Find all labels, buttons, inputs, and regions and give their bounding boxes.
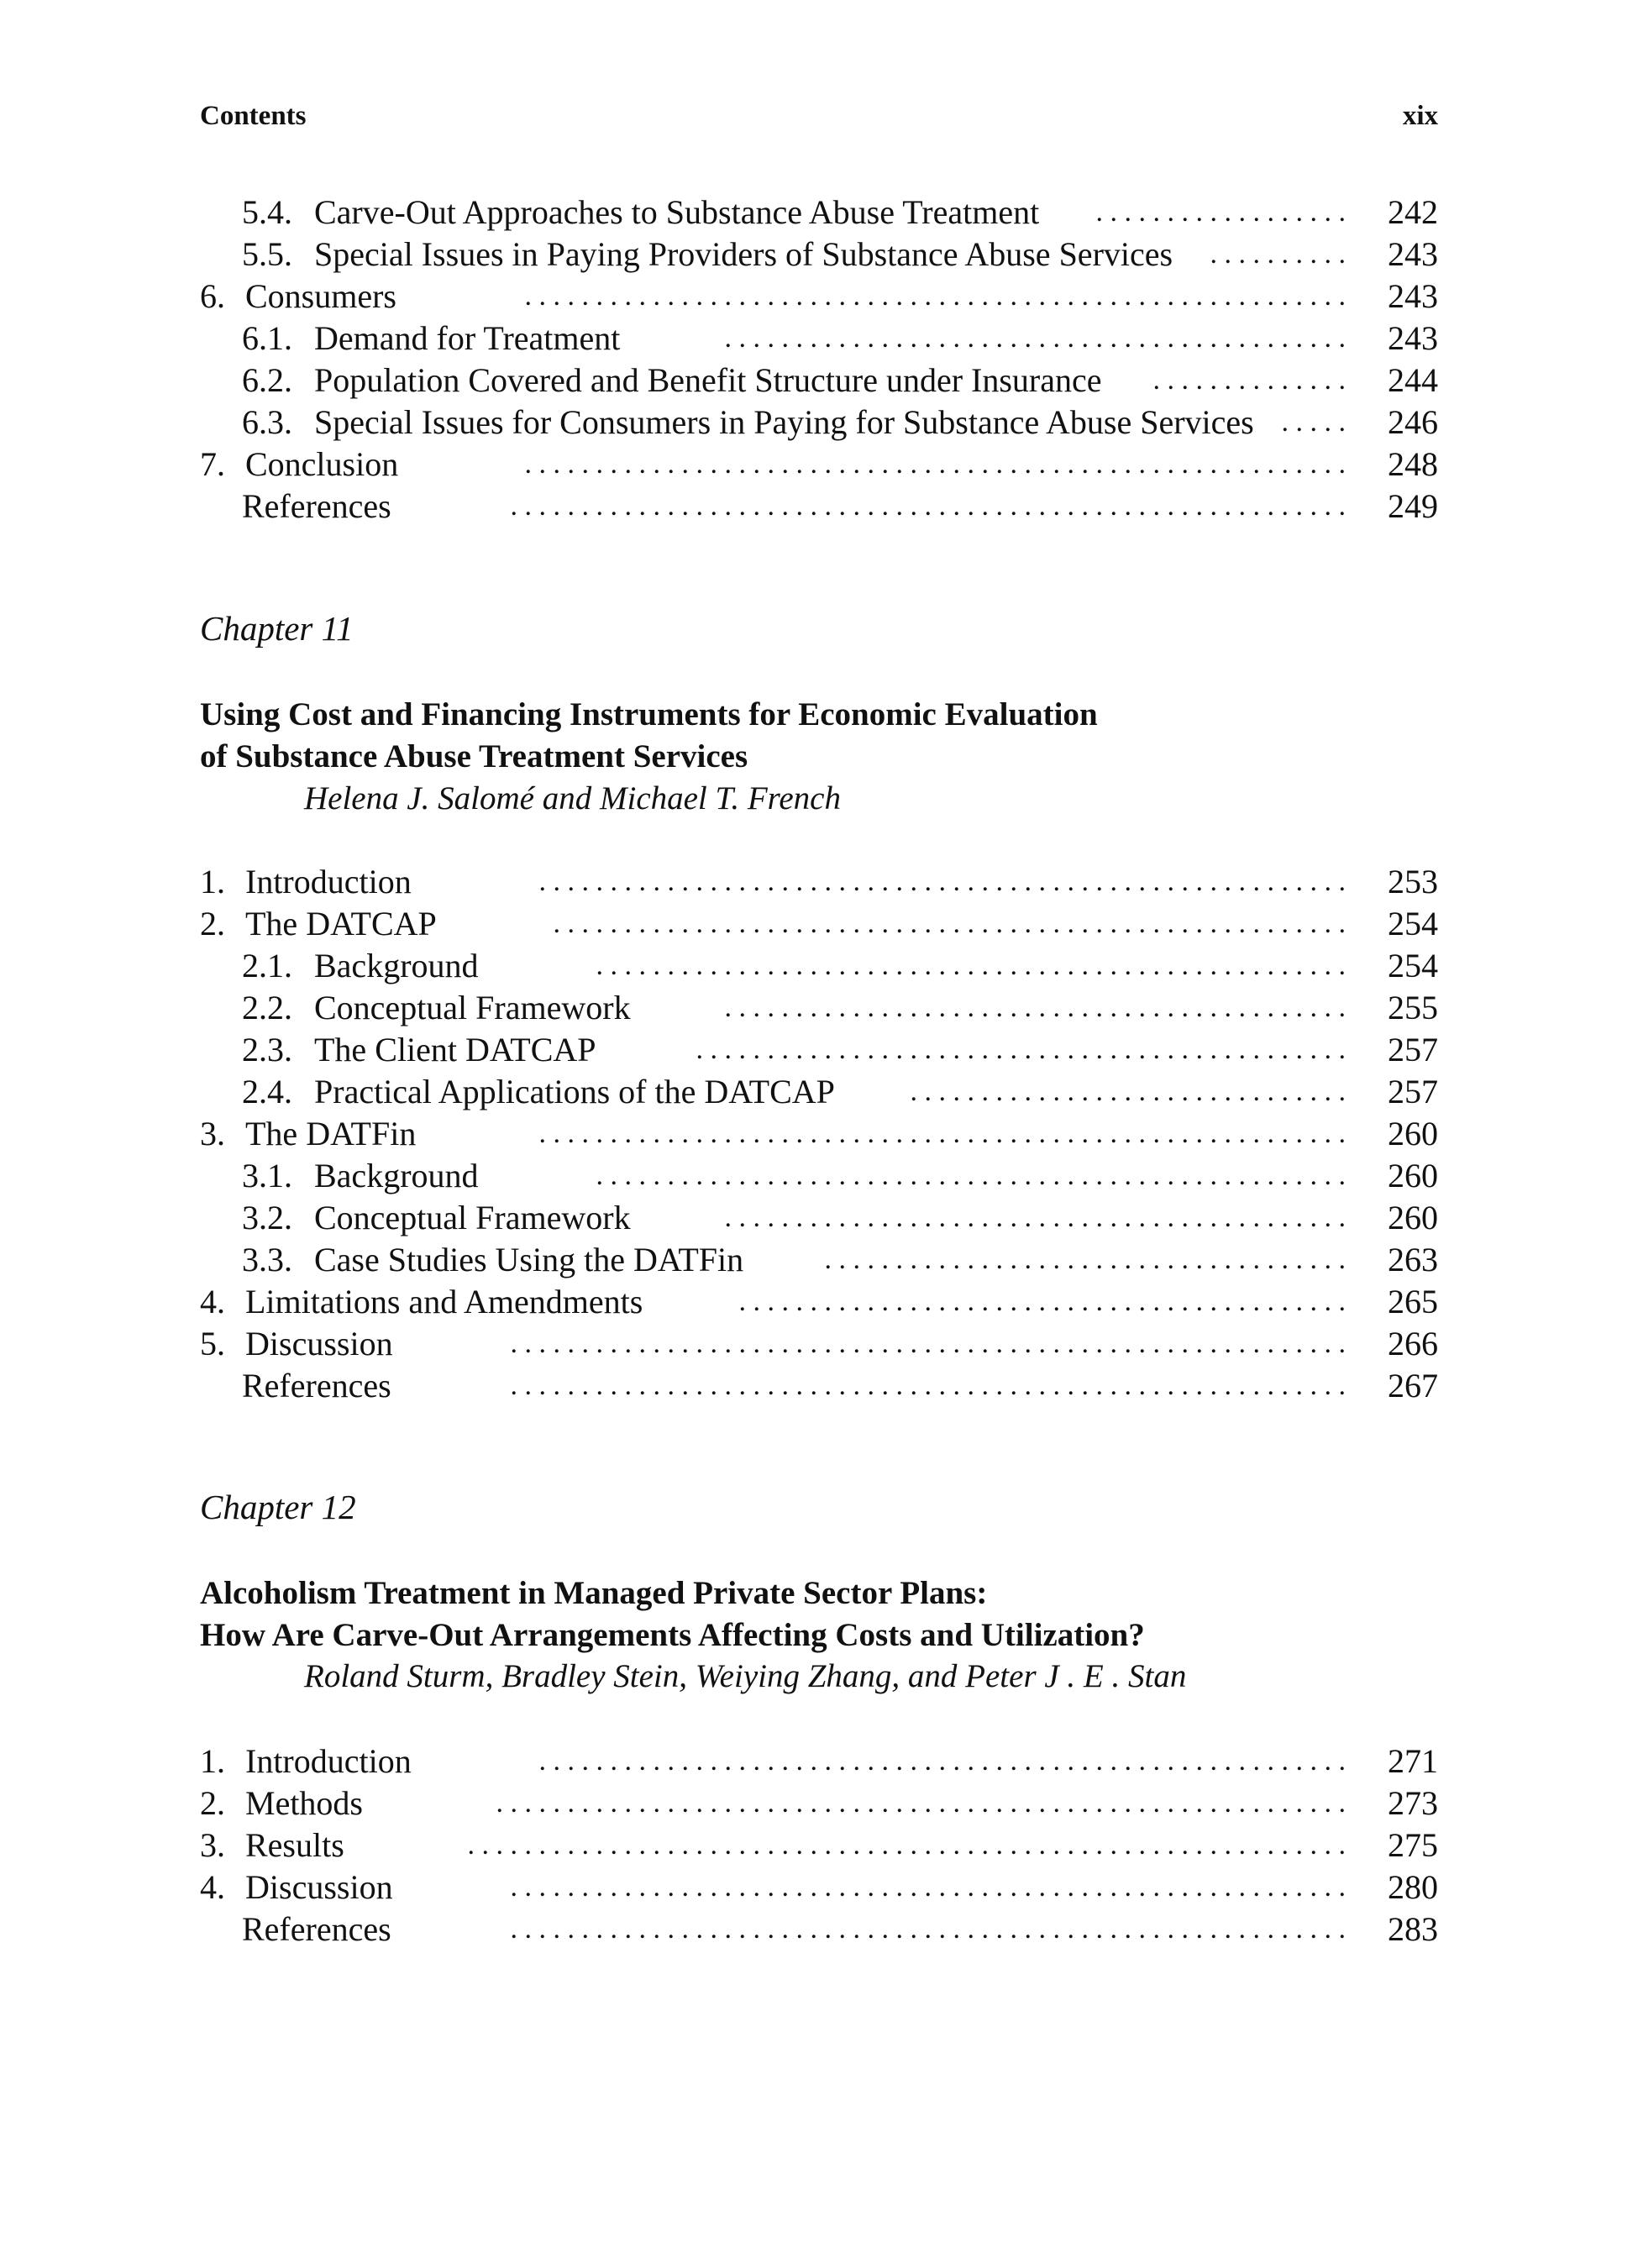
toc-entry-number: 3.2. — [242, 1199, 292, 1236]
dot-leader: . . . . . . . . . . . . . . . . . . . . . . . . . . . . . . . — [910, 1076, 1346, 1107]
toc-entry-number: 3. — [200, 1115, 225, 1152]
toc-entry-title: Background — [314, 947, 479, 984]
toc-entry-label — [242, 1908, 391, 1950]
dot-leader: . . . . . . . . . . . . . . . . . . . . . . . . . . . . . . . . . . . . . . . . . . . . . . . . . . . . . — [596, 1160, 1346, 1191]
toc-entry-title: Conceptual Framework — [314, 989, 631, 1026]
toc-entry-number: 2. — [200, 905, 225, 942]
toc-entry-title: Discussion — [245, 1325, 393, 1362]
toc-entry-page: 257 — [1388, 1031, 1438, 1068]
toc-entry-label — [200, 903, 437, 945]
dot-leader: . . . . . . . . . . . . . . . . . . . . . . . . . . . . . . . . . . . . . . . . . . . . . . . . . . . . . . . . . . . — [510, 1328, 1346, 1359]
toc-entry-label — [242, 402, 1254, 444]
toc-entry-page: 244 — [1388, 361, 1438, 399]
toc-entry — [200, 1908, 1438, 1950]
toc-entry — [200, 1866, 1438, 1908]
toc-entry-page: 257 — [1388, 1073, 1438, 1110]
toc-entry-page: 255 — [1388, 989, 1438, 1026]
toc-entry-label — [242, 486, 391, 528]
toc-entry — [200, 276, 1438, 318]
dot-leader: . . . . . . . . . . . . . . — [1152, 365, 1346, 396]
toc-entry-page: 254 — [1388, 905, 1438, 942]
toc-entry-title: Results — [245, 1826, 344, 1864]
toc-entry-label — [200, 1866, 393, 1908]
dot-leader: . . . . . . . . . . . . . . . . . . . . . . . . . . . . . . . . . . . . . . . . . . . . . . . . . . . . . . . . . — [538, 866, 1346, 897]
dot-leader: . . . . . . . . . . . . . . . . . . . . . . . . . . . . . . . . . . . . . . . . . . . . — [724, 323, 1346, 354]
toc-entry-number: 3. — [200, 1826, 225, 1864]
toc-entry — [200, 486, 1438, 528]
toc-entry-number: 6.3. — [242, 403, 292, 441]
toc-entry-number: 2.1. — [242, 947, 292, 984]
toc-entry-title: References — [242, 1910, 391, 1948]
toc-entry-label — [242, 360, 1102, 402]
toc-entry — [200, 903, 1438, 945]
toc-entry-label — [200, 1323, 393, 1365]
toc-entry-label — [200, 276, 396, 318]
toc-entry — [200, 861, 1438, 903]
toc-entry-label — [200, 1281, 643, 1323]
dot-leader: . . . . . . . . . . . . . . . . . . . . . . . . . . . . . . . . . . . . . . . . . . . . . . . . . . . . . . . . . — [538, 1118, 1346, 1149]
dot-leader: . . . . . . . . . . . . . . . . . . . . . . . . . . . . . . . . . . . . . . . . . . . . — [724, 992, 1346, 1023]
toc-entry-label — [242, 1029, 596, 1071]
dot-leader: . . . . . . . . . . — [1210, 239, 1346, 270]
toc-entry-page: 260 — [1388, 1115, 1438, 1152]
toc-entry-number: 7. — [200, 445, 225, 483]
running-head-page-number: xix — [1402, 101, 1438, 131]
dot-leader: . . . . . . . . . . . . . . . . . . . . . . . . . . . . . . . . . . . . . . . . . . . . . . . . . . . . . . . . . . . — [510, 1914, 1346, 1945]
toc-entry — [200, 1029, 1438, 1071]
dot-leader: . . . . . . . . . . . . . . . . . . . . . . . . . . . . . . . . . . . . . — [824, 1244, 1346, 1275]
running-head — [200, 101, 1438, 138]
dot-leader: . . . . . . . . . . . . . . . . . . . . . . . . . . . . . . . . . . . . . . . . . . . . . . . . . . . . . . . . . . — [524, 281, 1346, 312]
toc-entry-label — [200, 861, 412, 903]
toc-entry — [200, 1239, 1438, 1281]
toc-entry — [200, 1323, 1438, 1365]
toc-entry-label — [242, 1365, 391, 1407]
dot-leader: . . . . . . . . . . . . . . . . . . . . . . . . . . . . . . . . . . . . . . . . . . . — [738, 1286, 1346, 1317]
chapter-11-title-line-2: of Substance Abuse Treatment Services — [200, 738, 748, 774]
toc-entry-title: References — [242, 487, 391, 525]
toc-entry-title: The DATCAP — [245, 905, 437, 942]
toc-entry-page: 253 — [1388, 863, 1438, 900]
toc-entry-title: Case Studies Using the DATFin — [314, 1241, 744, 1278]
chapter-11-title — [200, 694, 1098, 778]
toc-entry-label — [242, 987, 631, 1029]
toc-entry-page: 243 — [1388, 319, 1438, 357]
toc-entry-label — [200, 1824, 344, 1866]
toc-entry — [200, 1782, 1438, 1824]
toc-entry-number: 1. — [200, 863, 225, 900]
toc-entry — [200, 987, 1438, 1029]
toc-entry-number: 2.3. — [242, 1031, 292, 1068]
toc-chapter-11 — [200, 861, 1438, 1407]
toc-entry-page: 273 — [1388, 1784, 1438, 1822]
toc-entry-label — [200, 1113, 416, 1155]
chapter-11-authors: Helena J. Salomé and Michael T. French — [304, 780, 841, 816]
toc-entry-title: Consumers — [245, 277, 396, 315]
toc-entry-title: The DATFin — [245, 1115, 417, 1152]
dot-leader: . . . . . . . . . . . . . . . . . . . . . . . . . . . . . . . . . . . . . . . . . . . . . . . . . . . . . . . . . . . — [510, 1872, 1346, 1903]
toc-entry-page: 263 — [1388, 1241, 1438, 1278]
chapter-12-title-line-1: Alcoholism Treatment in Managed Private Sector Plans: — [200, 1575, 988, 1611]
toc-entry-page: 242 — [1388, 193, 1438, 231]
toc-entry-title: Population Covered and Benefit Structure under Insurance — [314, 361, 1102, 399]
toc-entry-label — [242, 945, 479, 987]
toc-entry — [200, 234, 1438, 276]
dot-leader: . . . . . . . . . . . . . . . . . . . . . . . . . . . . . . . . . . . . . . . . . . . . . . . . . . . . . . . . . — [538, 1746, 1346, 1777]
toc-entry-number: 5. — [200, 1325, 225, 1362]
dot-leader: . . . . . . . . . . . . . . . . . . . . . . . . . . . . . . . . . . . . . . . . . . . . . . . . . . . . . . . . . . . . — [496, 1788, 1346, 1819]
toc-entry — [200, 1281, 1438, 1323]
toc-entry-page: 243 — [1388, 277, 1438, 315]
toc-entry-page: 275 — [1388, 1826, 1438, 1864]
toc-entry-label — [242, 1197, 631, 1239]
dot-leader: . . . . . . . . . . . . . . . . . . . . . . . . . . . . . . . . . . . . . . . . . . . . . . . . . . . . . . . . . . . — [510, 1370, 1346, 1401]
toc-entry-number: 6.2. — [242, 361, 292, 399]
toc-entry-title: Practical Applications of the DATCAP — [314, 1073, 835, 1110]
toc-entry-title: Special Issues in Paying Providers of Substance Abuse Services — [314, 235, 1173, 273]
toc-entry-page: 249 — [1388, 487, 1438, 525]
toc-entry-title: Introduction — [245, 1742, 412, 1780]
toc-entry-label — [242, 1155, 479, 1197]
toc-entry — [200, 1740, 1438, 1782]
toc-entry-title: The Client DATCAP — [314, 1031, 596, 1068]
chapter-12-label: Chapter 12 — [200, 1488, 356, 1526]
running-head-title: Contents — [200, 101, 307, 131]
toc-entry — [200, 360, 1438, 402]
toc-entry-number: 2. — [200, 1784, 225, 1822]
toc-entry — [200, 1071, 1438, 1113]
toc-entry — [200, 444, 1438, 486]
toc-entry-title: Conceptual Framework — [314, 1199, 631, 1236]
toc-entry — [200, 1155, 1438, 1197]
toc-entry-page: 254 — [1388, 947, 1438, 984]
toc-entry-label — [242, 1239, 743, 1281]
toc-entry-number: 3.3. — [242, 1241, 292, 1278]
toc-entry-number: 4. — [200, 1868, 225, 1906]
toc-entry-page: 260 — [1388, 1199, 1438, 1236]
toc-entry — [200, 192, 1438, 234]
toc-entry-number: 6.1. — [242, 319, 292, 357]
chapter-12-title-line-2: How Are Carve-Out Arrangements Affecting Costs and Utilization? — [200, 1617, 1145, 1653]
chapter-12-title — [200, 1572, 1145, 1656]
toc-entry-page: 243 — [1388, 235, 1438, 273]
dot-leader: . . . . . . . . . . . . . . . . . . . . . . . . . . . . . . . . . . . . . . . . . . . . — [724, 1202, 1346, 1233]
toc-entry-number: 1. — [200, 1742, 225, 1780]
chapter-11-title-line-1: Using Cost and Financing Instruments for Economic Evaluation — [200, 696, 1098, 732]
toc-entry-number: 5.4. — [242, 193, 292, 231]
toc-entry-label — [200, 444, 398, 486]
chapter-12-authors: Roland Sturm, Bradley Stein, Weiying Zhang, and Peter J . E . Stan — [304, 1658, 1187, 1694]
toc-entry-page: 248 — [1388, 445, 1438, 483]
toc-entry-label — [200, 1782, 363, 1824]
toc-entry-title: Limitations and Amendments — [245, 1283, 643, 1320]
toc-entry — [200, 1824, 1438, 1866]
toc-entry-label — [242, 192, 1039, 234]
toc-entry-title: Carve-Out Approaches to Substance Abuse Treatment — [314, 193, 1040, 231]
toc-entry-number: 6. — [200, 277, 225, 315]
dot-leader: . . . . . . . . . . . . . . . . . . . . . . . . . . . . . . . . . . . . . . . . . . . . . . . . . . . . . — [596, 950, 1346, 981]
dot-leader: . . . . . . . . . . . . . . . . . . . . . . . . . . . . . . . . . . . . . . . . . . . . . . . . . . . . . . . . . . . . . . — [467, 1830, 1346, 1861]
toc-entry-number: 3.1. — [242, 1157, 292, 1194]
toc-entry-page: 271 — [1388, 1742, 1438, 1780]
toc-entry-label — [200, 1740, 412, 1782]
toc-entry-label — [242, 234, 1173, 276]
toc-entry — [200, 1197, 1438, 1239]
toc-entry-page: 283 — [1388, 1910, 1438, 1948]
toc-entry-number: 2.2. — [242, 989, 292, 1026]
dot-leader: . . . . . . . . . . . . . . . . . . . . . . . . . . . . . . . . . . . . . . . . . . . . . . . . . . . . . . . . . . — [524, 449, 1346, 480]
toc-entry-page: 267 — [1388, 1367, 1438, 1404]
toc-entry-title: Demand for Treatment — [314, 319, 621, 357]
dot-leader: . . . . . . . . . . . . . . . . . . . . . . . . . . . . . . . . . . . . . . . . . . . . . . — [696, 1034, 1346, 1065]
toc-entry-page: 265 — [1388, 1283, 1438, 1320]
toc-chapter-12 — [200, 1740, 1438, 1950]
dot-leader: . . . . . . . . . . . . . . . . . . . . . . . . . . . . . . . . . . . . . . . . . . . . . . . . . . . . . . . . . . . — [510, 491, 1346, 522]
chapter-11-label: Chapter 11 — [200, 609, 354, 648]
dot-leader: . . . . . . . . . . . . . . . . . . — [1095, 197, 1346, 228]
toc-entry — [200, 1365, 1438, 1407]
toc-entry-number: 5.5. — [242, 235, 292, 273]
toc-entry — [200, 318, 1438, 360]
toc-entry — [200, 402, 1438, 444]
toc-entry-label — [242, 318, 620, 360]
toc-entry-number: 2.4. — [242, 1073, 292, 1110]
dot-leader: . . . . . — [1281, 407, 1346, 438]
toc-entry-label — [242, 1071, 835, 1113]
toc-entry — [200, 1113, 1438, 1155]
toc-entry-title: Discussion — [245, 1868, 393, 1906]
toc-entry-page: 280 — [1388, 1868, 1438, 1906]
toc-entry-title: References — [242, 1367, 391, 1404]
toc-entry-page: 260 — [1388, 1157, 1438, 1194]
toc-continued — [200, 192, 1438, 528]
toc-entry-page: 246 — [1388, 403, 1438, 441]
dot-leader: . . . . . . . . . . . . . . . . . . . . . . . . . . . . . . . . . . . . . . . . . . . . . . . . . . . . . . . . — [553, 908, 1346, 939]
toc-entry-title: Methods — [245, 1784, 363, 1822]
toc-entry — [200, 945, 1438, 987]
toc-entry-title: Special Issues for Consumers in Paying for Substance Abuse Services — [314, 403, 1254, 441]
toc-entry-page: 266 — [1388, 1325, 1438, 1362]
toc-entry-title: Conclusion — [245, 445, 399, 483]
toc-entry-title: Introduction — [245, 863, 412, 900]
toc-entry-number: 4. — [200, 1283, 225, 1320]
toc-entry-title: Background — [314, 1157, 479, 1194]
